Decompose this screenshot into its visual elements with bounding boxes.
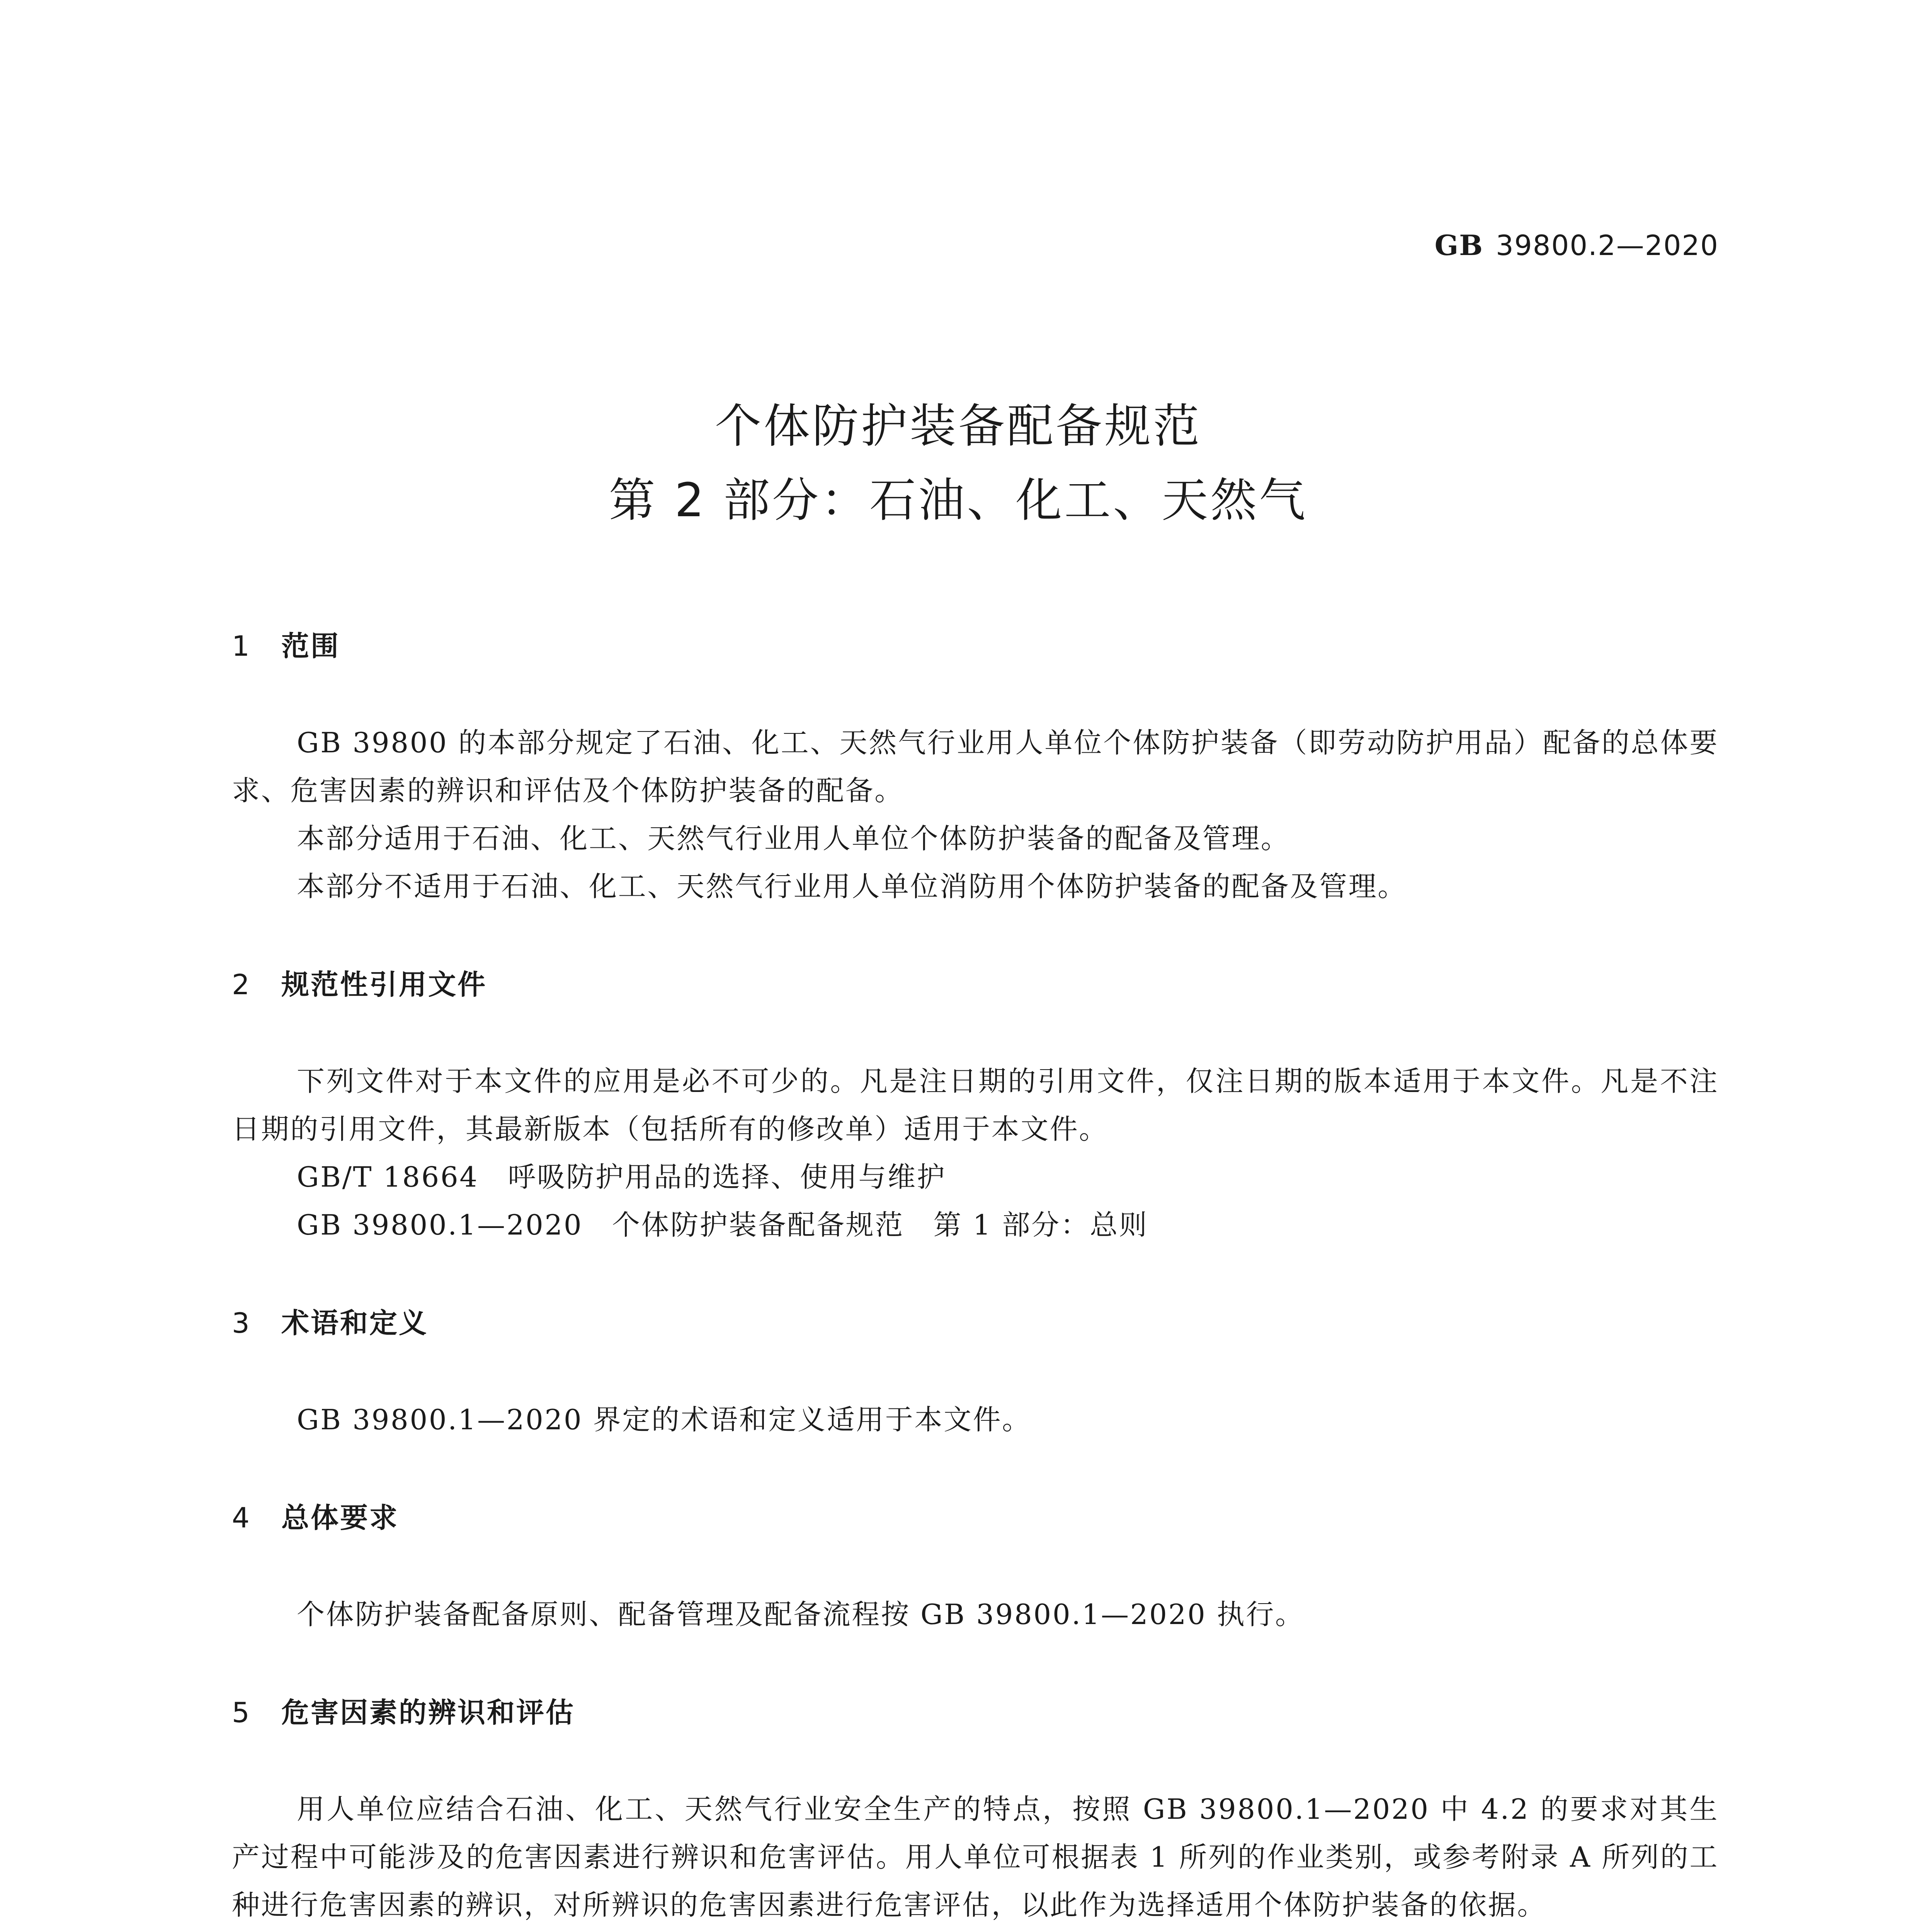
- title-line-1: 个体防护装备配备规范: [715, 400, 1202, 453]
- section-heading: [232, 1691, 1719, 1734]
- standard-number: 39800.2—2020: [1496, 229, 1719, 262]
- section-number: 5: [232, 1696, 251, 1729]
- section-heading: [232, 963, 1719, 1006]
- section-heading: [232, 1301, 1719, 1345]
- reference-item: GB 39800.1—2020 个体防护装备配备规范 第 1 部分：总则: [297, 1209, 1148, 1241]
- paragraph: 下列文件对于本文件的应用是必不可少的。凡是注日期的引用文件，仅注日期的版本适用于本文件。凡是不注日期的引用文件，其最新版本（包括所有的修改单）适用于本文件。: [232, 1065, 1719, 1145]
- section-title: 规范性引用文件: [281, 968, 487, 1001]
- document-body: [232, 624, 1719, 1929]
- section-heading: [232, 1496, 1719, 1539]
- section-3: [232, 1301, 1719, 1444]
- section-title: 范围: [281, 630, 340, 662]
- section-title: 总体要求: [281, 1502, 399, 1534]
- paragraph: 用人单位应结合石油、化工、天然气行业安全生产的特点，按照 GB 39800.1—2020 中 4.2 的要求对其生产过程中可能涉及的危害因素进行辨识和危害评估。用人单位可根据表 1 所列的作业类别，或参考附录 A 所列的工种进行危害因素的辨识，对所辨识的危害因素进行危害评估，以此作为选择适用个体防护装备的依据。: [232, 1793, 1719, 1921]
- standard-prefix: GB: [1434, 229, 1484, 262]
- section-5: [232, 1691, 1719, 1929]
- paragraph: 本部分不适用于石油、化工、天然气行业用人单位消防用个体防护装备的配备及管理。: [297, 870, 1407, 903]
- paragraph: GB 39800 的本部分规定了石油、化工、天然气行业用人单位个体防护装备（即劳动防护用品）配备的总体要求、危害因素的辨识和评估及个体防护装备的配备。: [232, 726, 1719, 807]
- section-number: 2: [232, 968, 251, 1001]
- section-number: 4: [232, 1502, 251, 1534]
- section-4: [232, 1496, 1719, 1638]
- document-title: [0, 389, 1917, 538]
- paragraph: GB 39800.1—2020 界定的术语和定义适用于本文件。: [297, 1403, 1031, 1436]
- section-1: [232, 624, 1719, 910]
- paragraph: 本部分适用于石油、化工、天然气行业用人单位个体防护装备的配备及管理。: [297, 822, 1290, 855]
- title-line-2: 第 2 部分：石油、化工、天然气: [609, 474, 1308, 527]
- section-title: 危害因素的辨识和评估: [281, 1696, 575, 1729]
- section-2: [232, 963, 1719, 1249]
- section-heading: [232, 624, 1719, 668]
- section-number: 1: [232, 630, 251, 662]
- reference-item: GB/T 18664 呼吸防护用品的选择、使用与维护: [297, 1161, 946, 1193]
- section-title: 术语和定义: [281, 1307, 429, 1339]
- standard-code: [1435, 229, 1719, 262]
- paragraph: 个体防护装备配备原则、配备管理及配备流程按 GB 39800.1—2020 执行。: [297, 1598, 1305, 1631]
- section-number: 3: [232, 1307, 251, 1339]
